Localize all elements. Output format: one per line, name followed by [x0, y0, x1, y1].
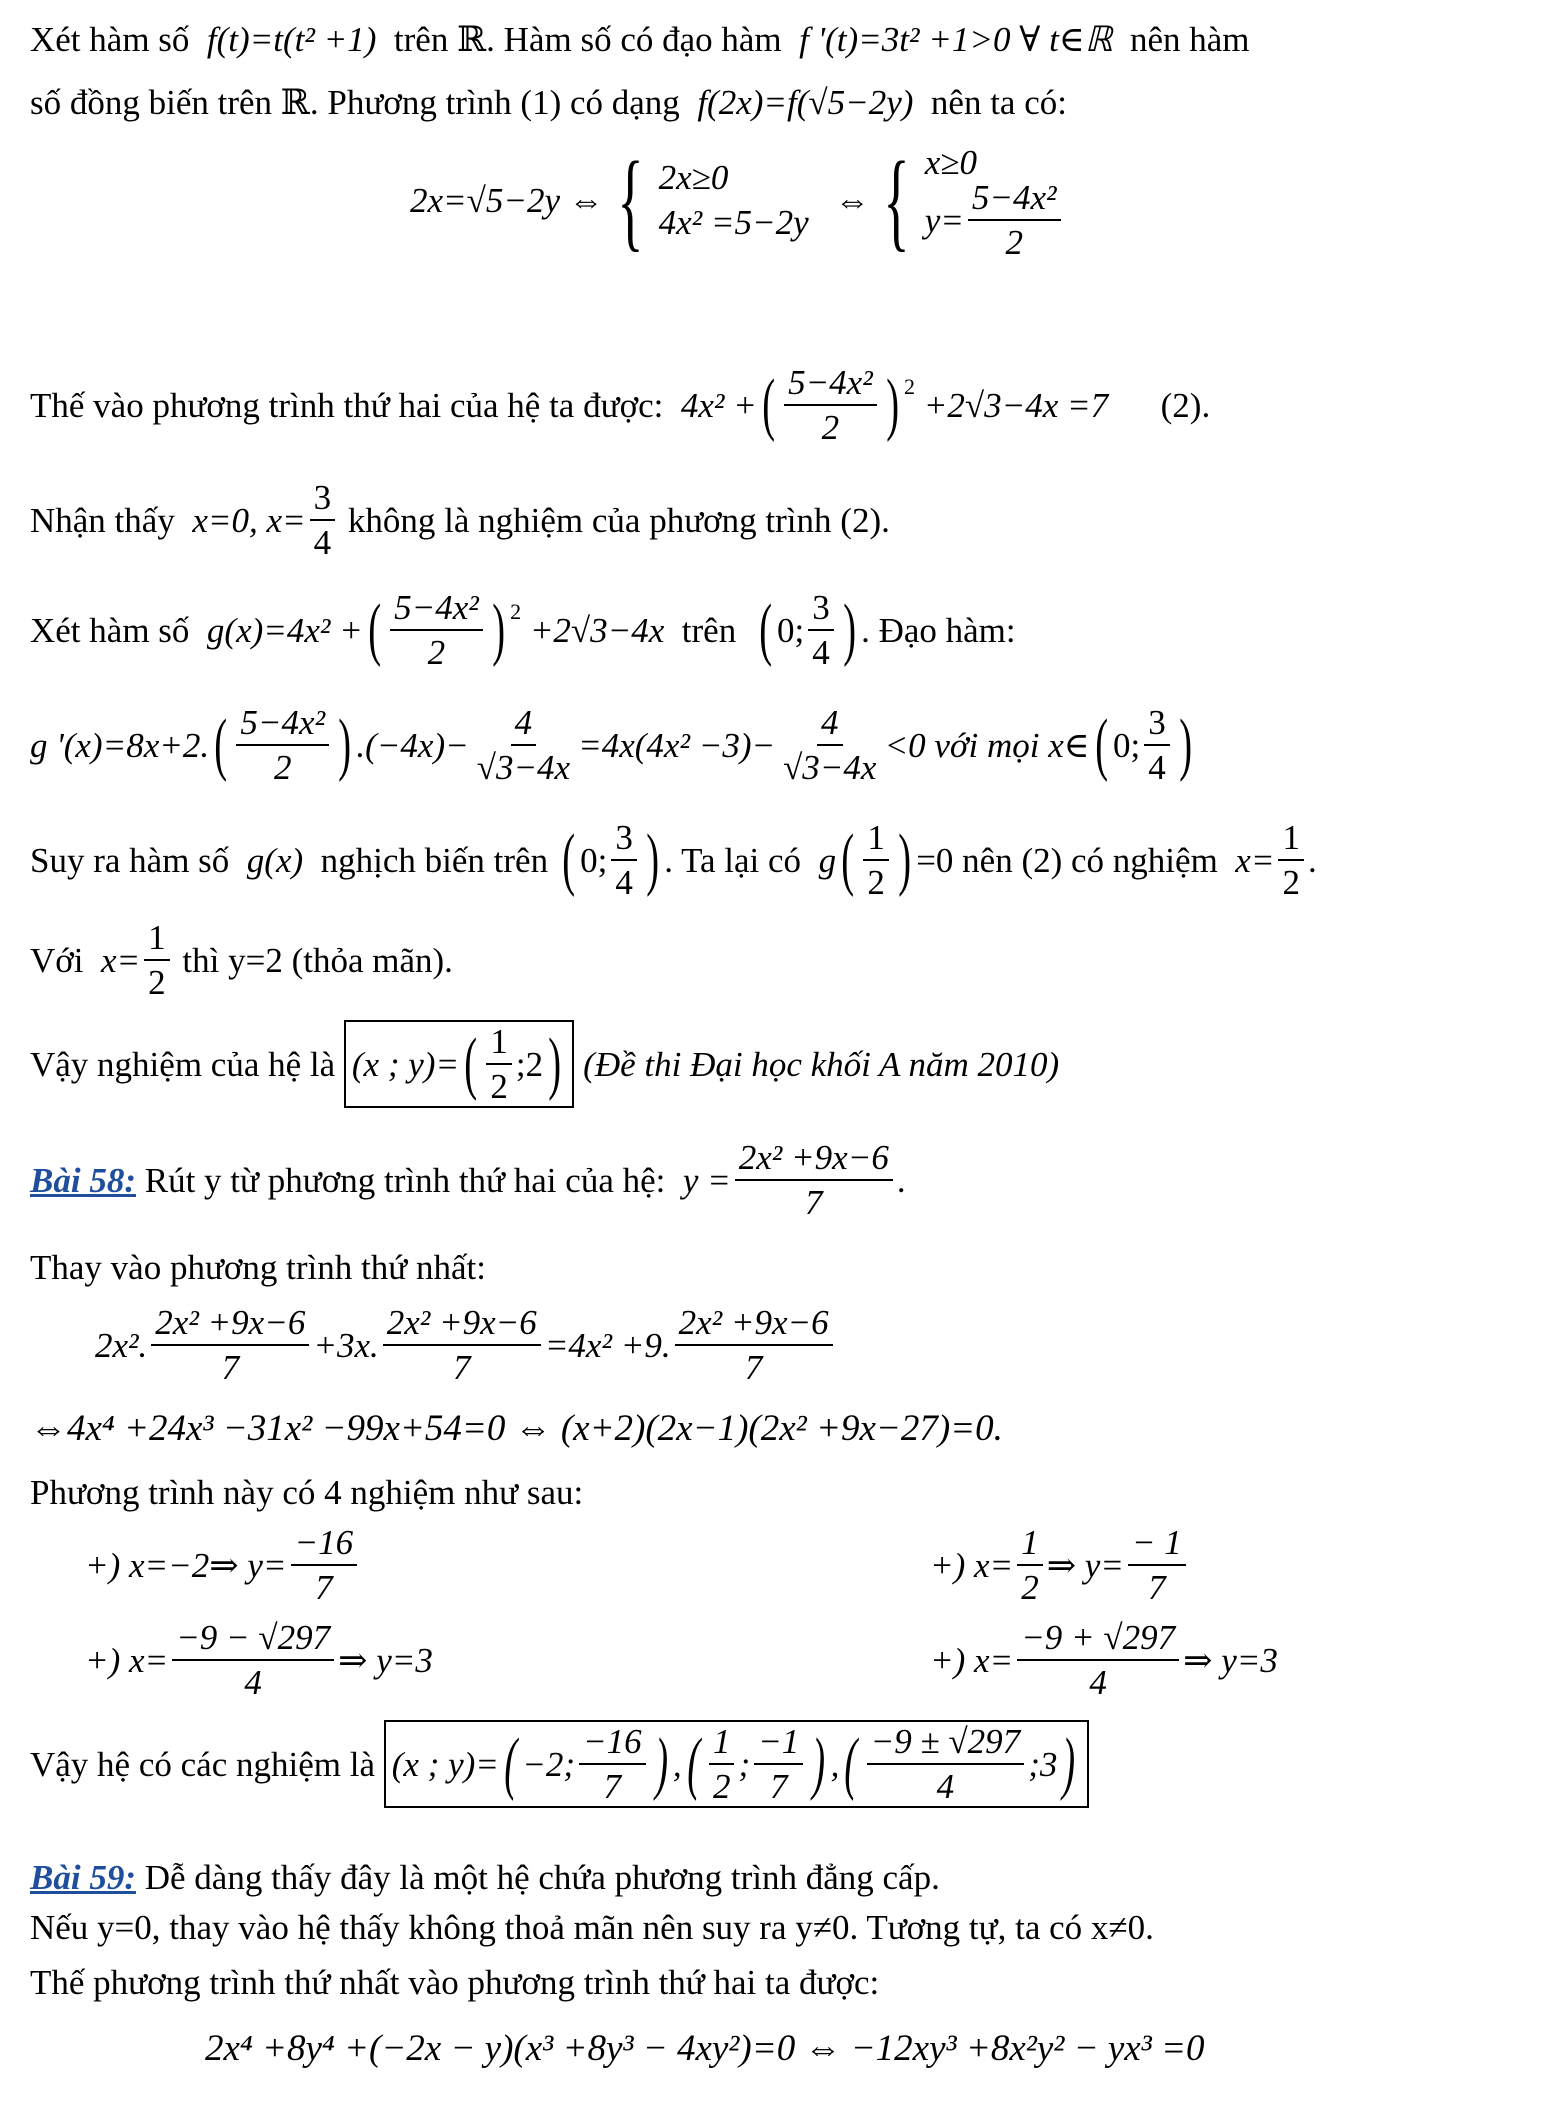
text: Vậy nghiệm của hệ là: [30, 1044, 336, 1084]
denominator: 7: [1148, 1568, 1166, 1607]
equation-tag: (2).: [1160, 385, 1211, 425]
line-1: [30, 22, 1250, 57]
text: nên hàm: [1129, 20, 1250, 59]
equiv-arrow: ⇔: [834, 180, 870, 220]
line-13: [30, 1410, 1003, 1447]
numerator: − 1: [1128, 1525, 1186, 1566]
denominator: √3−4x: [476, 748, 571, 787]
bai-58-line: [30, 1140, 906, 1220]
derivative-f: f '(t)=3t² +1>0 ∀ t∈ℝ: [799, 20, 1113, 59]
text: trên: [681, 610, 737, 650]
denominator: 2: [821, 408, 840, 447]
numerator: 2x² +9x−6: [735, 1140, 893, 1181]
text: Thế phương trình thứ nhất vào phương trình thứ hai ta được:: [30, 1963, 880, 2002]
function-g: g: [818, 840, 837, 880]
values: x=0, x=: [192, 500, 306, 540]
term: .(−4x)−: [356, 725, 469, 765]
numerator: 1: [144, 920, 170, 961]
numerator: 5−4x²: [236, 705, 329, 746]
text: Rút y từ phương trình thứ hai của hệ:: [144, 1160, 666, 1200]
denominator: √3−4x: [783, 748, 877, 787]
text: Phương trình này có 4 nghiệm như sau:: [30, 1473, 584, 1512]
line-18: [205, 2030, 1204, 2067]
numerator: −9 + √297: [1017, 1620, 1179, 1661]
root-2: [930, 1525, 1190, 1605]
solution-box: (x ; y)= ( −2; $\frac{-16}{7}$ ) , ( $\frac{1}{2}$ ; $\frac{-1}{7}$ ) , ( $\frac{-9 \pm √297}{4}$ ;3 ): [384, 1720, 1089, 1808]
period: .: [1307, 840, 1317, 880]
cond-2: [925, 180, 1065, 260]
solution-rest: ;2: [515, 1044, 544, 1084]
text: . Ta lại có: [664, 840, 802, 880]
denominator: 4: [615, 863, 633, 902]
denominator: 4: [1148, 748, 1166, 787]
denominator: 2: [867, 863, 885, 902]
line-5: [30, 480, 890, 560]
numerator: 2x² +9x−6: [383, 1305, 541, 1346]
power: 2: [904, 374, 916, 399]
solution-lhs: (x ; y)=: [391, 1744, 499, 1784]
denominator: 2: [1282, 863, 1300, 902]
text: Suy ra hàm số: [30, 840, 230, 880]
denominator: 7: [744, 1348, 763, 1387]
line-15: [30, 1720, 1089, 1808]
text: Nếu y=0, thay vào hệ thấy không thoả mãn nên suy ra y≠0. Tương tự, ta có x≠0.: [30, 1908, 1154, 1947]
root-3: [85, 1620, 433, 1700]
term: +2√3−4x: [529, 610, 665, 650]
period: .: [896, 1160, 906, 1200]
x-eq: x=: [101, 940, 141, 980]
exercise-label: Bài 58:: [30, 1160, 136, 1200]
exercise-label: Bài 59:: [30, 1858, 136, 1897]
x-eq: x=: [1235, 840, 1275, 880]
cond-1: 2x≥0: [658, 158, 729, 197]
solution-part: −2;: [522, 1744, 575, 1784]
denominator: 7: [453, 1348, 471, 1387]
numerator: −16: [579, 1724, 646, 1765]
derivative-g: g '(x)=8x+2.: [30, 725, 210, 765]
equation: 2x⁴ +8y⁴ +(−2x − y)(x³ +8y³ − 4xy²)=0 ⇔ −12xy³ +8x²y² − yx³ =0: [205, 2028, 1205, 2069]
numerator: 1: [1017, 1525, 1043, 1566]
left-brace: {: [883, 139, 910, 261]
root-text: ⇒ y=3: [338, 1640, 433, 1680]
text: Dễ dàng thấy đây là một hệ chứa phương trình đẳng cấp.: [144, 1858, 940, 1897]
line-8: Suy ra hàm số g(x) nghịch biến trên ( 0; $\frac{3}{4}$ ) . Ta lại có g ( $\frac{1}{2}$ ) =0 nên (2) có nghiệm x= $\frac{1}{2}$ .: [30, 818, 1317, 902]
left-brace: {: [616, 139, 644, 261]
numerator: 3: [808, 590, 834, 631]
root-text: ⇒ y=: [1046, 1545, 1124, 1585]
numerator: 3: [611, 820, 637, 861]
text: trên ℝ. Hàm số có đạo hàm: [393, 20, 782, 59]
text: Nhận thấy: [30, 500, 175, 540]
text: Với: [30, 940, 84, 980]
source-note: (Đề thi Đại học khối A năm 2010): [583, 1044, 1060, 1084]
power: 2: [510, 599, 522, 624]
text: Thay vào phương trình thứ nhất:: [30, 1248, 486, 1287]
function-g: g(x)=4x² +: [206, 610, 363, 650]
text: nên ta có:: [930, 83, 1067, 122]
numerator: 5−4x²: [968, 180, 1061, 221]
root-text: ⇒ y=3: [1183, 1640, 1278, 1680]
root-text: +) x=: [930, 1640, 1014, 1680]
numerator: −9 ± √297: [867, 1724, 1025, 1765]
text: Thế vào phương trình thứ hai của hệ ta được:: [30, 385, 664, 425]
numerator: 1: [486, 1024, 512, 1065]
root-text: +) x=: [930, 1545, 1014, 1585]
cond-1: x≥0: [924, 143, 977, 182]
text: số đồng biến trên ℝ. Phương trình (1) có dạng: [30, 83, 680, 122]
denominator: 2: [1005, 223, 1023, 262]
function-g: g(x): [246, 840, 304, 880]
denominator: 7: [221, 1348, 240, 1387]
term: 2x².: [95, 1325, 148, 1365]
denominator: 4: [812, 633, 830, 672]
paren: ): [885, 366, 899, 443]
line-16: [30, 1910, 1154, 1945]
denominator: 2: [427, 633, 446, 672]
line-9: [30, 920, 453, 1000]
line-6: Xét hàm số g(x)=4x² + ( $\frac{\text{5−4x²}}{2}$ ) 2 +2√3−4x trên ( 0; $\frac{3}{4}$ ) . Đạo hàm:: [30, 588, 1016, 672]
line-14: [30, 1475, 583, 1510]
denominator: 2: [148, 963, 166, 1002]
function-f: f(t)=t(t² +1): [206, 20, 377, 59]
text: không là nghiệm của phương trình (2).: [347, 500, 890, 540]
line-12: [95, 1305, 837, 1385]
interval-start: 0;: [580, 840, 608, 880]
numerator: 1: [1278, 820, 1304, 861]
lhs: 2x=√5−2y ⇔: [410, 180, 604, 220]
term: =4x(4x² −3)−: [578, 725, 776, 765]
denominator: 7: [603, 1767, 622, 1806]
system-2: [924, 143, 1065, 262]
equation: f(2x)=f(√5−2y): [697, 83, 914, 122]
denominator: 4: [313, 523, 332, 562]
line-2: [30, 85, 1067, 120]
term: 4x² +: [680, 385, 757, 425]
denominator: 7: [805, 1183, 823, 1222]
system-equation: [410, 140, 1065, 260]
numerator: −9 − √297: [172, 1620, 334, 1661]
denominator: 7: [315, 1568, 333, 1607]
paren: (: [761, 366, 775, 443]
solution-box: (x ; y)= ( $\frac{1}{2}$ ;2 ): [344, 1020, 575, 1108]
interval-start: 0;: [1113, 725, 1141, 765]
solution-part: ;3: [1028, 1744, 1058, 1784]
text: thì y=2 (thỏa mãn).: [182, 940, 453, 980]
bai-59-line: [30, 1860, 940, 1895]
interval-start: 0;: [777, 610, 805, 650]
equation: ⇔4x⁴ +24x³ −31x² −99x+54=0 ⇔ (x+2)(2x−1)(2x² +9x−27)=0.: [30, 1408, 1003, 1449]
denominator: 2: [274, 748, 292, 787]
root-text: +) x=: [85, 1640, 169, 1680]
text: . Đạo hàm:: [861, 610, 1016, 650]
line-17: [30, 1965, 879, 2000]
root-text: +) x=−2⇒ y=: [85, 1545, 287, 1585]
text: Xét hàm số: [30, 610, 190, 650]
numerator: 1: [709, 1724, 735, 1765]
line-4: [30, 365, 1210, 445]
numerator: 4: [511, 705, 537, 746]
system-1: [659, 160, 809, 240]
term: +3x.: [313, 1325, 379, 1365]
root-4: [930, 1620, 1278, 1700]
y-eq: y=: [924, 200, 964, 240]
root-1: [85, 1525, 361, 1605]
text: Xét hàm số: [30, 20, 190, 59]
term: =4x² +9.: [544, 1325, 671, 1365]
term: +2√3−4x =7: [923, 385, 1109, 425]
line-10: [30, 1020, 1059, 1108]
cond-2: 4x² =5−2y: [658, 203, 809, 242]
y-eq: y =: [682, 1160, 731, 1200]
numerator: 1: [863, 820, 889, 861]
numerator: 4: [817, 705, 843, 746]
numerator: 2x² +9x−6: [151, 1305, 309, 1346]
line-11: [30, 1250, 486, 1285]
term: <0 với mọi x∈: [884, 725, 1090, 765]
denominator: 4: [936, 1767, 955, 1806]
numerator: −16: [291, 1525, 358, 1566]
denominator: 7: [769, 1767, 788, 1806]
text: =0 nên (2) có nghiệm: [916, 840, 1218, 880]
numerator: 5−4x²: [784, 365, 877, 406]
numerator: 3: [310, 480, 336, 521]
denominator: 2: [490, 1067, 508, 1106]
numerator: 3: [1144, 705, 1170, 746]
numerator: 5−4x²: [390, 590, 483, 631]
denominator: 2: [712, 1767, 731, 1806]
denominator: 4: [1089, 1663, 1107, 1702]
line-7: g '(x)=8x+2. ( $\frac{\text{5−4x²}}{2}$ ) .(−4x)− $\frac{4}{√3-4x}$ =4x(4x² −3)− $\frac{4}{√3-4x}$ <0 với mọi x∈ ( 0; $\frac{3}{4}$ ): [30, 703, 1192, 787]
denominator: 4: [244, 1663, 262, 1702]
numerator: −1: [754, 1724, 803, 1765]
text: nghịch biến trên: [320, 840, 549, 880]
solution-lhs: (x ; y)=: [351, 1044, 460, 1084]
text: Vậy hệ có các nghiệm là: [30, 1744, 375, 1784]
numerator: 2x² +9x−6: [675, 1305, 833, 1346]
denominator: 2: [1021, 1568, 1039, 1607]
